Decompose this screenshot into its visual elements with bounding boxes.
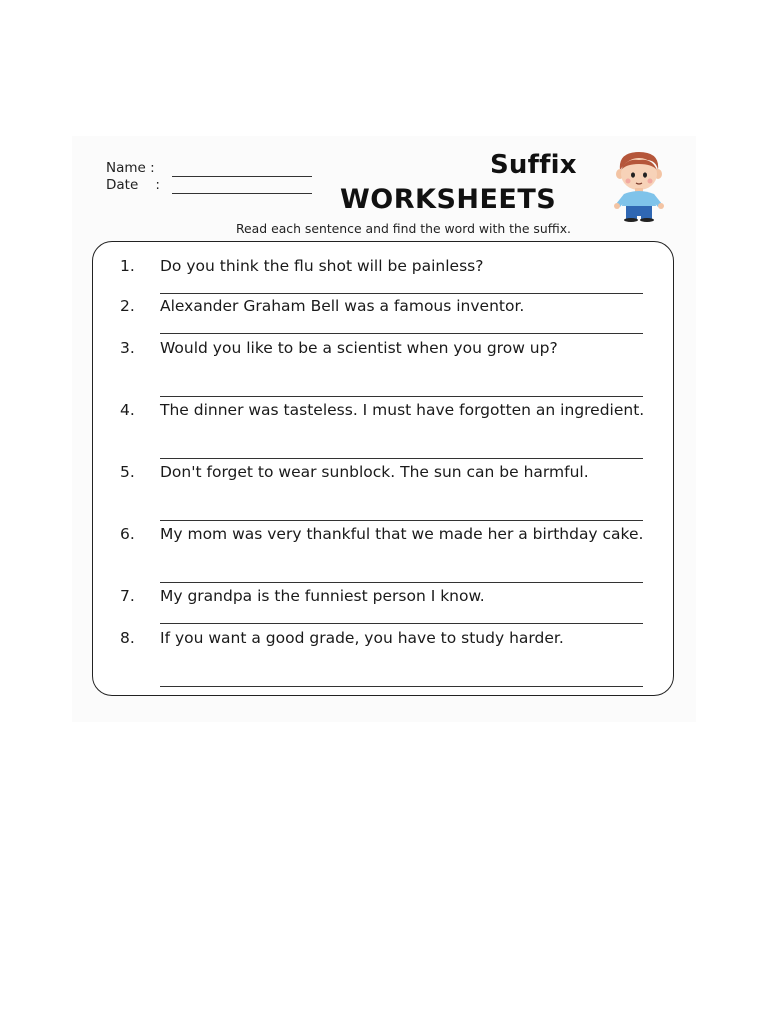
date-field[interactable] bbox=[106, 177, 312, 194]
answer-line[interactable] bbox=[160, 520, 643, 521]
date-label: Date : bbox=[106, 177, 160, 193]
name-label: Name : bbox=[106, 160, 155, 176]
question-number: 6. bbox=[120, 525, 135, 543]
title-suffix: Suffix bbox=[490, 150, 577, 180]
question-number: 4. bbox=[120, 401, 135, 419]
answer-line[interactable] bbox=[160, 396, 643, 397]
answer-line[interactable] bbox=[160, 686, 643, 687]
question-text: If you want a good grade, you have to study harder. bbox=[160, 629, 564, 647]
boy-cartoon-icon bbox=[606, 148, 672, 222]
question-text: The dinner was tasteless. I must have forgotten an ingredient. bbox=[160, 401, 645, 419]
question-text: Would you like to be a scientist when you grow up? bbox=[160, 339, 558, 357]
question-number: 2. bbox=[120, 297, 135, 315]
answer-line[interactable] bbox=[160, 582, 643, 583]
question-text: Do you think the flu shot will be painless? bbox=[160, 257, 484, 275]
student-fields bbox=[106, 160, 312, 194]
instruction-text: Read each sentence and find the word with the suffix. bbox=[236, 221, 571, 236]
question-text: Alexander Graham Bell was a famous inventor. bbox=[160, 297, 525, 315]
title-worksheets: WORKSHEETS bbox=[340, 184, 557, 215]
question-number: 5. bbox=[120, 463, 135, 481]
answer-line[interactable] bbox=[160, 293, 643, 294]
name-field[interactable] bbox=[106, 160, 312, 177]
name-blank-line[interactable] bbox=[172, 164, 312, 177]
answer-line[interactable] bbox=[160, 623, 643, 624]
question-number: 1. bbox=[120, 257, 135, 275]
answer-line[interactable] bbox=[160, 333, 643, 334]
answer-line[interactable] bbox=[160, 458, 643, 459]
question-number: 8. bbox=[120, 629, 135, 647]
question-number: 3. bbox=[120, 339, 135, 357]
date-blank-line[interactable] bbox=[172, 181, 312, 194]
question-text: My grandpa is the funniest person I know. bbox=[160, 587, 485, 605]
question-number: 7. bbox=[120, 587, 135, 605]
question-text: My mom was very thankful that we made her a birthday cake. bbox=[160, 525, 644, 543]
question-text: Don't forget to wear sunblock. The sun can be harmful. bbox=[160, 463, 589, 481]
